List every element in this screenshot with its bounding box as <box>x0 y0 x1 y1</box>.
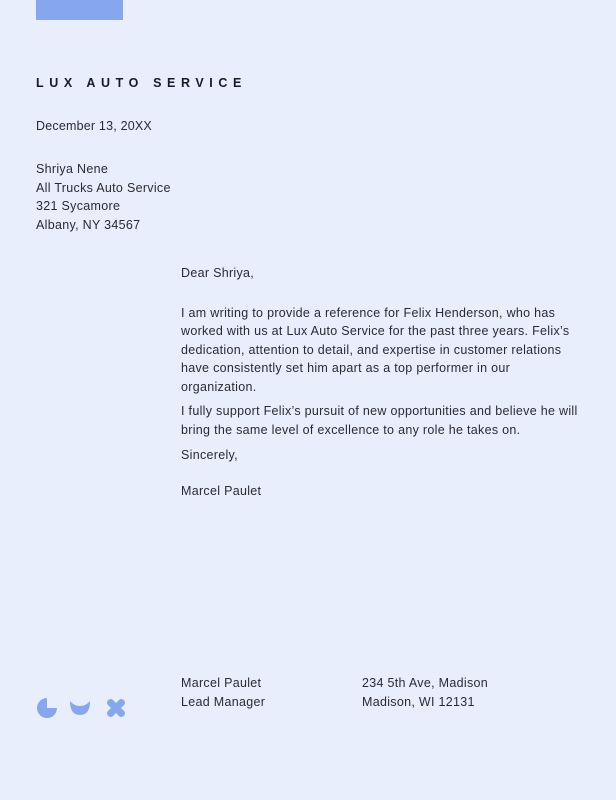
footer-address-line2: Madison, WI 12131 <box>362 694 475 709</box>
recipient-city: Albany, NY 34567 <box>36 217 141 232</box>
footer-sender <box>181 674 265 711</box>
recipient-name: Shriya Nene <box>36 162 109 176</box>
footer-address-line1: 234 5th Ave, Madison <box>362 676 488 690</box>
recipient-company: All Trucks Auto Service <box>36 180 171 195</box>
decorative-shapes <box>36 697 131 719</box>
recipient-street: 321 Sycamore <box>36 199 121 213</box>
footer-address <box>362 674 488 711</box>
footer-sender-name: Marcel Paulet <box>181 676 262 690</box>
closing: Sincerely, <box>181 448 238 462</box>
pie-shape-icon <box>36 697 58 719</box>
cross-shape-icon <box>105 697 127 719</box>
top-accent-bar <box>36 0 123 20</box>
signature: Marcel Paulet <box>181 483 262 498</box>
footer-sender-title: Lead Manager <box>181 694 266 709</box>
paragraph-2: I fully support Felix’s pursuit of new opportunities and believe he will bring the same level of excellence to any role he takes on. <box>181 404 578 437</box>
company-name: LUX AUTO SERVICE <box>36 76 247 90</box>
salutation: Dear Shriya, <box>181 266 255 280</box>
smile-shape-icon <box>69 697 91 719</box>
letter-body <box>181 264 581 500</box>
recipient-address <box>36 160 171 234</box>
paragraph-1: I am writing to provide a reference for Felix Henderson, who has worked with us at Lux Auto Service for the past three years. Felix’s dedication, attention to detail, and expertise in customer relations have consistently set him apart as a top performer in our organization. <box>181 305 570 394</box>
letter-date: December 13, 20XX <box>36 119 152 133</box>
